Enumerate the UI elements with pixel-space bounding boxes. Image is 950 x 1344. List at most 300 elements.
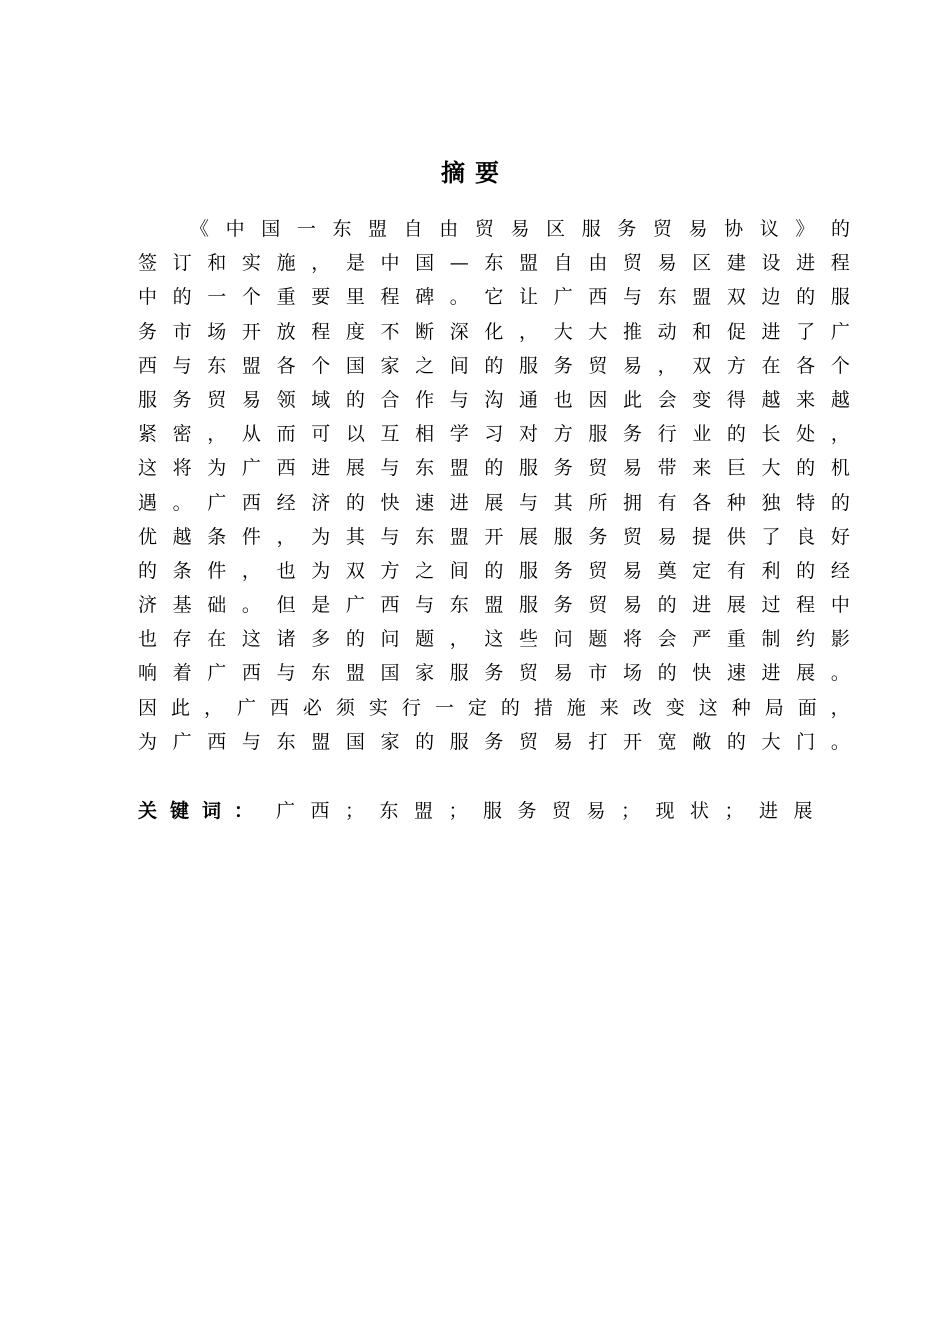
- abstract-char: ，: [657, 354, 677, 377]
- abstract-char: 越: [172, 525, 192, 548]
- abstract-line: [138, 725, 850, 759]
- abstract-char: 的: [796, 457, 816, 480]
- abstract-char: 而: [276, 423, 296, 446]
- abstract-char: 了: [761, 525, 781, 548]
- abstract-char: 条: [172, 559, 192, 582]
- abstract-char: 易: [553, 662, 573, 685]
- abstract-char: 进: [761, 662, 781, 685]
- abstract-char: 里: [345, 286, 365, 309]
- abstract-char: 种: [726, 491, 746, 514]
- abstract-char: 的: [657, 662, 677, 685]
- abstract-char: 沟: [484, 388, 504, 411]
- abstract-char: 要: [311, 286, 331, 309]
- abstract-char: 问: [553, 628, 573, 651]
- abstract-char: 签: [138, 252, 158, 275]
- abstract-char: 有: [657, 491, 677, 514]
- abstract-char: 和: [207, 252, 227, 275]
- abstract-char: 务: [553, 457, 573, 480]
- abstract-char: 的: [484, 354, 504, 377]
- abstract-char: 利: [761, 559, 781, 582]
- abstract-char: 家: [380, 730, 400, 753]
- abstract-char: 广: [830, 320, 850, 343]
- abstract-char: 的: [345, 388, 365, 411]
- abstract-char: 这: [138, 457, 158, 480]
- abstract-char: 盟: [484, 594, 504, 617]
- abstract-char: 西: [380, 594, 400, 617]
- abstract-char: 学: [449, 423, 469, 446]
- abstract-char: 重: [726, 628, 746, 651]
- abstract-char: ，: [519, 320, 539, 343]
- abstract-char: 与: [241, 730, 261, 753]
- abstract-char: 行: [401, 696, 421, 719]
- abstract-char: 展: [726, 594, 746, 617]
- abstract-char: 订: [172, 252, 192, 275]
- abstract-char: 易: [553, 730, 573, 753]
- abstract-char: 国: [345, 730, 365, 753]
- abstract-line: [138, 451, 850, 485]
- abstract-char: 服: [449, 662, 469, 685]
- abstract-char: 些: [519, 628, 539, 651]
- abstract-char: 必: [302, 696, 322, 719]
- abstract-char: 推: [622, 320, 642, 343]
- abstract-char: 这: [484, 628, 504, 651]
- abstract-char: 区: [546, 218, 566, 240]
- abstract-char: 为: [311, 559, 331, 582]
- abstract-char: 与: [380, 457, 400, 480]
- abstract-char: 定: [467, 696, 487, 719]
- abstract-char: 是: [345, 252, 365, 275]
- abstract-char: 的: [796, 286, 816, 309]
- abstract-char: 改: [632, 696, 652, 719]
- abstract-char: 长: [761, 423, 781, 446]
- abstract-char: 大: [761, 730, 781, 753]
- abstract-char: 在: [761, 354, 781, 377]
- abstract-char: 《: [190, 218, 210, 240]
- abstract-char: 的: [345, 491, 365, 514]
- abstract-char: 断: [415, 320, 435, 343]
- abstract-char: 打: [588, 730, 608, 753]
- abstract-char: 区: [692, 252, 712, 275]
- abstract-char: 施: [566, 696, 586, 719]
- abstract-char: 与: [172, 354, 192, 377]
- abstract-char: 服: [581, 218, 601, 240]
- abstract-char: 开: [241, 320, 261, 343]
- abstract-char: 东: [332, 218, 352, 240]
- abstract-char: 施: [276, 252, 296, 275]
- abstract-char: 协: [724, 218, 744, 240]
- abstract-char: 方: [553, 423, 573, 446]
- abstract-char: 一: [207, 286, 227, 309]
- abstract-char: 易: [622, 559, 642, 582]
- abstract-char: 化: [484, 320, 504, 343]
- abstract-char: 诸: [276, 628, 296, 651]
- abstract-char: 贸: [588, 354, 608, 377]
- abstract-char: 重: [276, 286, 296, 309]
- abstract-char: 双: [345, 559, 365, 582]
- abstract-line: [138, 246, 850, 280]
- abstract-char: 须: [335, 696, 355, 719]
- abstract-char: 机: [830, 457, 850, 480]
- abstract-char: 面: [797, 696, 817, 719]
- abstract-char: 国: [415, 252, 435, 275]
- abstract-char: 国: [261, 218, 281, 240]
- abstract-char: 服: [138, 388, 158, 411]
- abstract-char: 可: [311, 423, 331, 446]
- abstract-char: 习: [484, 423, 504, 446]
- abstract-char: 和: [692, 320, 712, 343]
- abstract-char: 东: [657, 286, 677, 309]
- abstract-char: 展: [345, 457, 365, 480]
- abstract-char: 的: [830, 218, 850, 240]
- abstract-char: 各: [692, 491, 712, 514]
- abstract-char: 将: [172, 457, 192, 480]
- abstract-char: 各: [276, 354, 296, 377]
- abstract-char: 一: [434, 696, 454, 719]
- abstract-char: 务: [553, 354, 573, 377]
- keywords-label: 关键词：: [138, 800, 267, 822]
- abstract-char: 之: [415, 559, 435, 582]
- abstract-char: 以: [345, 423, 365, 446]
- abstract-char: 务: [172, 388, 192, 411]
- abstract-char: 是: [311, 594, 331, 617]
- abstract-char: 优: [138, 525, 158, 548]
- abstract-char: 易: [657, 525, 677, 548]
- abstract-char: 。: [449, 286, 469, 309]
- abstract-char: 济: [138, 594, 158, 617]
- abstract-char: 程: [311, 320, 331, 343]
- abstract-char: 域: [311, 388, 331, 411]
- abstract-char: 服: [519, 559, 539, 582]
- abstract-char: 的: [138, 559, 158, 582]
- abstract-char: 家: [380, 354, 400, 377]
- abstract-char: 个: [311, 354, 331, 377]
- abstract-char: 的: [830, 491, 850, 514]
- abstract-char: 也: [276, 559, 296, 582]
- abstract-char: 这: [241, 628, 261, 651]
- abstract-char: 放: [276, 320, 296, 343]
- abstract-line: [138, 520, 850, 554]
- abstract-char: 展: [519, 525, 539, 548]
- abstract-char: 局: [764, 696, 784, 719]
- abstract-char: 务: [588, 525, 608, 548]
- abstract-char: 西: [276, 457, 296, 480]
- abstract-char: 。: [830, 662, 850, 685]
- abstract-char: 让: [519, 286, 539, 309]
- abstract-line: [138, 280, 850, 314]
- abstract-char: —: [449, 252, 469, 275]
- abstract-char: 定: [692, 559, 712, 582]
- abstract-char: 速: [726, 662, 746, 685]
- abstract-body: [138, 212, 850, 759]
- abstract-char: 互: [380, 423, 400, 446]
- abstract-char: 由: [439, 218, 459, 240]
- abstract-char: 存: [172, 628, 192, 651]
- abstract-char: 贸: [588, 457, 608, 480]
- abstract-char: 与: [449, 388, 469, 411]
- abstract-char: 开: [484, 525, 504, 548]
- abstract-char: 其: [553, 491, 573, 514]
- abstract-line: [138, 554, 850, 588]
- abstract-char: 也: [553, 388, 573, 411]
- abstract-char: 易: [622, 354, 642, 377]
- abstract-char: 约: [796, 628, 816, 651]
- abstract-char: 有: [726, 559, 746, 582]
- abstract-char: 。: [241, 594, 261, 617]
- abstract-char: 家: [415, 662, 435, 685]
- abstract-char: 题: [415, 628, 435, 651]
- keywords-value: 广西；东盟；服务贸易；现状；进展: [276, 800, 829, 822]
- abstract-char: 易: [688, 218, 708, 240]
- abstract-line: [138, 486, 850, 520]
- abstract-char: 东: [449, 594, 469, 617]
- abstract-char: 西: [138, 354, 158, 377]
- abstract-char: 条: [207, 525, 227, 548]
- abstract-char: 响: [138, 662, 158, 685]
- abstract-char: 的: [415, 730, 435, 753]
- abstract-char: 不: [380, 320, 400, 343]
- abstract-char: 得: [726, 388, 746, 411]
- abstract-char: 将: [622, 628, 642, 651]
- abstract-char: 西: [207, 730, 227, 753]
- abstract-char: 盟: [519, 252, 539, 275]
- abstract-line: [138, 656, 850, 690]
- abstract-title: 摘要: [441, 159, 509, 187]
- abstract-char: 盟: [692, 286, 712, 309]
- abstract-char: 方: [726, 354, 746, 377]
- abstract-char: 种: [731, 696, 751, 719]
- abstract-char: 遇: [138, 491, 158, 514]
- abstract-char: 实: [241, 252, 261, 275]
- abstract-char: 务: [484, 662, 504, 685]
- abstract-char: 各: [796, 354, 816, 377]
- abstract-char: 领: [276, 388, 296, 411]
- abstract-char: 的: [657, 594, 677, 617]
- abstract-char: 此: [170, 696, 190, 719]
- abstract-char: 作: [415, 388, 435, 411]
- abstract-char: ，: [203, 696, 223, 719]
- abstract-char: 处: [796, 423, 816, 446]
- abstract-char: ，: [449, 628, 469, 651]
- abstract-char: 盟: [449, 457, 469, 480]
- abstract-char: 盟: [311, 730, 331, 753]
- abstract-char: 自: [403, 218, 423, 240]
- abstract-line: [138, 588, 850, 622]
- abstract-char: 进: [761, 320, 781, 343]
- abstract-char: 易: [622, 594, 642, 617]
- abstract-char: 东: [311, 662, 331, 685]
- abstract-char: 制: [761, 628, 781, 651]
- abstract-char: 市: [588, 662, 608, 685]
- abstract-char: 东: [484, 252, 504, 275]
- abstract-char: 快: [692, 662, 712, 685]
- abstract-char: 广: [553, 286, 573, 309]
- abstract-char: 奠: [657, 559, 677, 582]
- abstract-char: 的: [726, 423, 746, 446]
- abstract-char: 盟: [368, 218, 388, 240]
- abstract-char: 促: [726, 320, 746, 343]
- abstract-char: 自: [553, 252, 573, 275]
- abstract-char: 好: [830, 525, 850, 548]
- abstract-char: 。: [172, 491, 192, 514]
- abstract-char: 通: [519, 388, 539, 411]
- abstract-char: 建: [726, 252, 746, 275]
- abstract-char: 程: [830, 252, 850, 275]
- abstract-char: 快: [380, 491, 400, 514]
- abstract-char: 开: [622, 730, 642, 753]
- abstract-char: 贸: [519, 662, 539, 685]
- abstract-char: 的: [484, 457, 504, 480]
- abstract-char: 盟: [241, 354, 261, 377]
- abstract-char: 速: [415, 491, 435, 514]
- abstract-char: 广: [172, 730, 192, 753]
- abstract-char: 进: [449, 491, 469, 514]
- abstract-char: 贸: [622, 525, 642, 548]
- abstract-char: 的: [500, 696, 520, 719]
- abstract-char: 服: [519, 594, 539, 617]
- abstract-char: 东: [415, 525, 435, 548]
- abstract-char: 来: [796, 388, 816, 411]
- abstract-char: 西: [241, 662, 261, 685]
- abstract-line: [138, 349, 850, 383]
- abstract-char: 服: [519, 457, 539, 480]
- abstract-char: 一: [296, 218, 316, 240]
- abstract-char: 盟: [345, 662, 365, 685]
- abstract-char: 会: [657, 388, 677, 411]
- abstract-char: 务: [138, 320, 158, 343]
- abstract-char: 题: [588, 628, 608, 651]
- abstract-char: 带: [657, 457, 677, 480]
- keywords-row: [138, 794, 828, 828]
- abstract-char: 来: [599, 696, 619, 719]
- abstract-char: 件: [241, 525, 261, 548]
- abstract-char: 了: [796, 320, 816, 343]
- abstract-char: 易: [657, 252, 677, 275]
- abstract-char: 广: [241, 457, 261, 480]
- abstract-char: 基: [172, 594, 192, 617]
- abstract-char: 进: [796, 252, 816, 275]
- abstract-char: 间: [449, 354, 469, 377]
- abstract-char: 双: [692, 354, 712, 377]
- abstract-char: 贸: [207, 388, 227, 411]
- abstract-char: 易: [241, 388, 261, 411]
- abstract-char: 》: [795, 218, 815, 240]
- abstract-char: 边: [761, 286, 781, 309]
- abstract-char: 贸: [622, 252, 642, 275]
- abstract-char: 来: [692, 457, 712, 480]
- abstract-char: 从: [241, 423, 261, 446]
- abstract-char: 此: [622, 388, 642, 411]
- abstract-char: 的: [345, 628, 365, 651]
- abstract-line: [138, 417, 850, 451]
- abstract-line: [138, 315, 850, 349]
- abstract-char: 贸: [588, 594, 608, 617]
- abstract-char: 广: [207, 491, 227, 514]
- abstract-char: 易: [622, 457, 642, 480]
- abstract-char: 之: [415, 354, 435, 377]
- abstract-line: [138, 383, 850, 417]
- abstract-char: 西: [269, 696, 289, 719]
- abstract-char: 双: [726, 286, 746, 309]
- abstract-char: 良: [796, 525, 816, 548]
- abstract-char: 个: [830, 354, 850, 377]
- abstract-char: 的: [484, 559, 504, 582]
- abstract-char: 特: [796, 491, 816, 514]
- abstract-char: 件: [207, 559, 227, 582]
- abstract-char: 东: [415, 457, 435, 480]
- abstract-char: 行: [657, 423, 677, 446]
- abstract-char: 实: [368, 696, 388, 719]
- abstract-char: 所: [588, 491, 608, 514]
- abstract-char: 东: [207, 354, 227, 377]
- abstract-char: 础: [207, 594, 227, 617]
- abstract-char: 越: [830, 388, 850, 411]
- abstract-char: 但: [276, 594, 296, 617]
- abstract-char: ，: [830, 696, 850, 719]
- abstract-char: 。: [830, 730, 850, 753]
- abstract-char: 业: [692, 423, 712, 446]
- abstract-char: 问: [380, 628, 400, 651]
- abstract-char: 程: [380, 286, 400, 309]
- abstract-char: 贸: [588, 559, 608, 582]
- abstract-char: 务: [617, 218, 637, 240]
- abstract-char: 敞: [692, 730, 712, 753]
- abstract-char: 济: [311, 491, 331, 514]
- abstract-char: 场: [622, 662, 642, 685]
- abstract-char: 个: [241, 286, 261, 309]
- abstract-char: 西: [588, 286, 608, 309]
- abstract-char: 的: [172, 286, 192, 309]
- abstract-char: 展: [796, 662, 816, 685]
- abstract-char: 碑: [415, 286, 435, 309]
- abstract-char: 变: [692, 388, 712, 411]
- abstract-char: 严: [692, 628, 712, 651]
- abstract-char: 供: [726, 525, 746, 548]
- abstract-char: 间: [449, 559, 469, 582]
- abstract-char: 由: [588, 252, 608, 275]
- abstract-char: 度: [345, 320, 365, 343]
- abstract-line: [138, 622, 850, 656]
- abstract-char: 密: [172, 423, 192, 446]
- abstract-char: 程: [796, 594, 816, 617]
- abstract-char: 宽: [657, 730, 677, 753]
- abstract-char: 广: [236, 696, 256, 719]
- abstract-char: 多: [311, 628, 331, 651]
- abstract-char: 经: [276, 491, 296, 514]
- abstract-char: 务: [484, 730, 504, 753]
- abstract-char: 与: [519, 491, 539, 514]
- abstract-char: 大: [588, 320, 608, 343]
- abstract-char: 贸: [652, 218, 672, 240]
- abstract-char: 务: [553, 559, 573, 582]
- abstract-char: 西: [241, 491, 261, 514]
- abstract-char: 其: [345, 525, 365, 548]
- abstract-char: 展: [484, 491, 504, 514]
- abstract-char: 它: [484, 286, 504, 309]
- abstract-char: 这: [698, 696, 718, 719]
- abstract-char: 巨: [726, 457, 746, 480]
- abstract-char: 对: [519, 423, 539, 446]
- abstract-char: 也: [138, 628, 158, 651]
- abstract-char: 相: [415, 423, 435, 446]
- abstract-char: 紧: [138, 423, 158, 446]
- abstract-char: 服: [553, 525, 573, 548]
- abstract-char: 门: [796, 730, 816, 753]
- abstract-char: 越: [761, 388, 781, 411]
- abstract-char: 中: [138, 286, 158, 309]
- abstract-char: 与: [622, 286, 642, 309]
- abstract-char: 务: [622, 423, 642, 446]
- abstract-char: 中: [225, 218, 245, 240]
